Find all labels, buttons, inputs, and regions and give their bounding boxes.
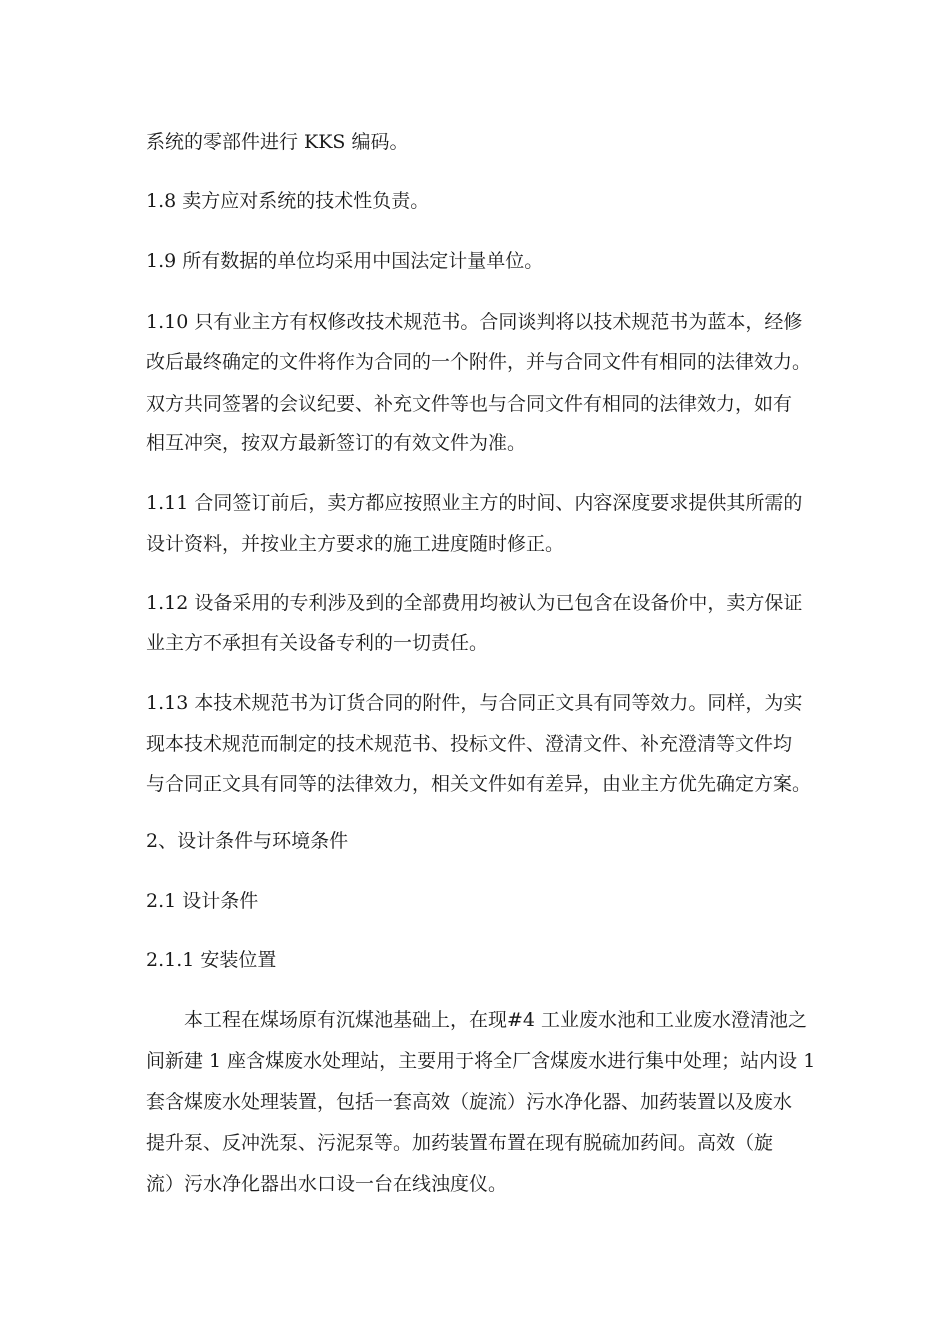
clause-1-11: 1.11 合同签订前后，卖方都应按照业主方的时间、内容深度要求提供其所需的: [146, 492, 803, 514]
text-line: 改后最终确定的文件将作为合同的一个附件，并与合同文件有相同的法律效力。: [146, 351, 812, 373]
paragraph-install-location: 本工程在煤场原有沉煤池基础上，在现#4 工业废水池和工业废水澄清池之: [184, 1009, 808, 1031]
text-line: 套含煤废水处理装置，包括一套高效（旋流）污水净化器、加药装置以及废水: [146, 1091, 793, 1113]
section-heading-2: 2、设计条件与环境条件: [146, 830, 349, 852]
text-line: 间新建 1 座含煤废水处理站，主要用于将全厂含煤废水进行集中处理；站内设 1: [146, 1050, 816, 1072]
clause-1-9: 1.9 所有数据的单位均采用中国法定计量单位。: [146, 250, 544, 272]
text-line: 系统的零部件进行 KKS 编码。: [146, 131, 409, 153]
text-line: 业主方不承担有关设备专利的一切责任。: [146, 632, 489, 654]
section-heading-2-1: 2.1 设计条件: [146, 890, 259, 912]
text-line: 相互冲突，按双方最新签订的有效文件为准。: [146, 432, 527, 454]
clause-1-12: 1.12 设备采用的专利涉及到的全部费用均被认为已包含在设备价中，卖方保证: [146, 592, 803, 614]
text-line: 提升泵、反冲洗泵、污泥泵等。加药装置布置在现有脱硫加药间。高效（旋: [146, 1132, 774, 1154]
text-line: 设计资料，并按业主方要求的施工进度随时修正。: [146, 533, 565, 555]
text-line: 现本技术规范而制定的技术规范书、投标文件、澄清文件、补充澄清等文件均: [146, 733, 793, 755]
clause-1-13: 1.13 本技术规范书为订货合同的附件，与合同正文具有同等效力。同样，为实: [146, 692, 803, 714]
text-line: 与合同正文具有同等的法律效力，相关文件如有差异，由业主方优先确定方案。: [146, 773, 812, 795]
text-line: 双方共同签署的会议纪要、补充文件等也与合同文件有相同的法律效力，如有: [146, 393, 793, 415]
section-heading-2-1-1: 2.1.1 安装位置: [146, 949, 277, 971]
text-line: 流）污水净化器出水口设一台在线浊度仪。: [146, 1173, 508, 1195]
clause-1-10: 1.10 只有业主方有权修改技术规范书。合同谈判将以技术规范书为蓝本，经修: [146, 311, 803, 333]
clause-1-8: 1.8 卖方应对系统的技术性负责。: [146, 190, 430, 212]
